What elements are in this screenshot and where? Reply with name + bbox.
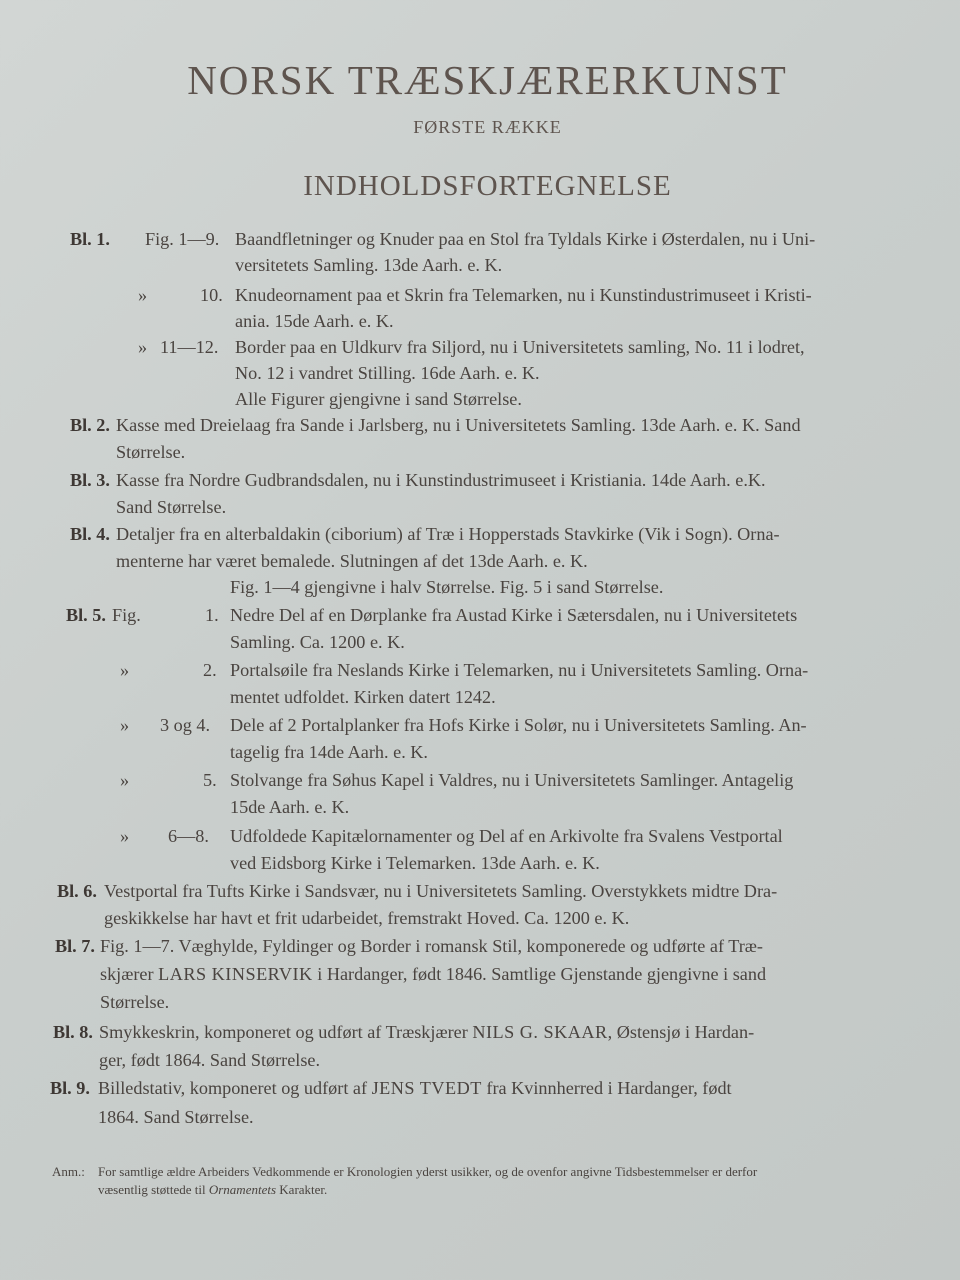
ditto-mark: » xyxy=(138,337,148,357)
entry-line xyxy=(98,1077,732,1099)
entry-line: tagelig fra 14de Aarh. e. K. xyxy=(230,742,428,762)
entry-fig: Fig. xyxy=(112,605,141,625)
entry-line: ved Eidsborg Kirke i Telemarken. 13de Aarh. e. K. xyxy=(230,853,600,873)
footnote-italic: Ornamentets xyxy=(208,1182,277,1197)
entry-line: Border paa en Uldkurv fra Siljord, nu i Universitetets samling, No. 11 i lodret, xyxy=(235,337,805,357)
footnote-line xyxy=(98,1181,327,1198)
entry-line: Størrelse. xyxy=(100,992,170,1012)
entry-label: Bl. 7. xyxy=(55,936,95,956)
entry-line: Stolvange fra Søhus Kapel i Valdres, nu i Universitetets Samlinger. Antagelig xyxy=(230,770,794,790)
entry-line: 15de Aarh. e. K. xyxy=(230,797,350,817)
entry-line: Kasse fra Nordre Gudbrandsdalen, nu i Kunstindustrimuseet i Kristiania. 14de Aarh. e.K. xyxy=(116,470,766,490)
entry-line: Samling. Ca. 1200 e. K. xyxy=(230,632,405,652)
fig-number: 6—8. xyxy=(168,826,209,846)
entry-text: , Østensjø i Hardan- xyxy=(607,1022,755,1042)
entry-line: Portalsøile fra Neslands Kirke i Telemarken, nu i Universitetets Samling. Orna- xyxy=(230,660,809,680)
entry-line: ania. 15de Aarh. e. K. xyxy=(235,311,394,331)
contents-heading: INDHOLDSFORTEGNELSE xyxy=(303,170,672,202)
footnote-label: Anm.: xyxy=(52,1164,85,1179)
artist-name: JENS TVEDT xyxy=(371,1078,482,1098)
entry-text: Smykkeskrin, komponeret og udført af Træskjærer xyxy=(99,1022,473,1042)
entry-line: Alle Figurer gjengivne i sand Størrelse. xyxy=(235,389,522,409)
entry-text: skjærer xyxy=(100,964,159,984)
entry-label: Bl. 6. xyxy=(57,881,97,901)
entry-line: menterne har været bemalede. Slutningen af det 13de Aarh. e. K. xyxy=(116,551,588,571)
fig-number: 5. xyxy=(203,770,217,790)
entry-line: Vestportal fra Tufts Kirke i Sandsvær, nu i Universitetets Samling. Overstykkets midtre Dra- xyxy=(104,881,778,901)
entry-text: fra Kvinnherred i Hardanger, født xyxy=(481,1078,732,1098)
artist-name: LARS KINSERVIK xyxy=(158,964,313,984)
entry-line: Dele af 2 Portalplanker fra Hofs Kirke i Solør, nu i Universitetets Samling. An- xyxy=(230,715,807,735)
entry-line xyxy=(99,1021,754,1043)
document-subtitle: FØRSTE RÆKKE xyxy=(413,117,562,137)
ditto-mark: » xyxy=(138,285,148,305)
entry-label: Bl. 8. xyxy=(53,1022,93,1042)
footnote-line: For samtlige ældre Arbeiders Vedkommende er Kronologien yderst usikker, og de ovenfor angivne Tidsbestemmelser er derfor xyxy=(98,1164,758,1179)
fig-number: 3 og 4. xyxy=(160,715,211,735)
entry-line: No. 12 i vandret Stilling. 16de Aarh. e. K. xyxy=(235,363,540,383)
entry-label: Bl. 3. xyxy=(70,470,110,490)
entry-line: Udfoldede Kapitælornamenter og Del af en Arkivolte fra Svalens Vestportal xyxy=(230,826,783,846)
ditto-mark: » xyxy=(120,660,130,680)
entry-label: Bl. 1. xyxy=(70,229,110,249)
entry-line: Kasse med Dreielaag fra Sande i Jarlsberg, nu i Universitetets Samling. 13de Aarh. e. K. Sand xyxy=(116,415,801,435)
fig-number: 10. xyxy=(200,285,223,305)
entry-line: Fig. 1—4 gjengivne i halv Størrelse. Fig. 5 i sand Størrelse. xyxy=(230,577,664,597)
entry-line: Størrelse. xyxy=(116,442,186,462)
fig-number: 11—12. xyxy=(160,337,219,357)
footnote-text: væsentlig støttede til xyxy=(98,1182,209,1197)
entry-line: Nedre Del af en Dørplanke fra Austad Kirke i Sætersdalen, nu i Universitetets xyxy=(230,605,798,625)
entry-line: Fig. 1—7. Væghylde, Fyldinger og Border i romansk Stil, komponerede og udførte af Træ- xyxy=(100,936,763,956)
entry-line: mentet udfoldet. Kirken datert 1242. xyxy=(230,687,496,707)
entry-fig: Fig. 1—9. xyxy=(145,229,220,249)
footnote-text: Karakter. xyxy=(276,1182,328,1197)
artist-name: NILS G. SKAAR xyxy=(472,1022,608,1042)
entry-line: Knudeornament paa et Skrin fra Telemarken, nu i Kunstindustrimuseet i Kristi- xyxy=(235,285,812,305)
entry-label: Bl. 5. xyxy=(66,605,106,625)
entry-line: 1864. Sand Størrelse. xyxy=(98,1107,254,1127)
entry-line xyxy=(100,963,766,985)
entry-line: Sand Størrelse. xyxy=(116,497,227,517)
fig-number: 1. xyxy=(205,605,219,625)
ditto-mark: » xyxy=(120,826,130,846)
entry-line: ger, født 1864. Sand Størrelse. xyxy=(99,1050,321,1070)
fig-number: 2. xyxy=(203,660,217,680)
ditto-mark: » xyxy=(120,715,130,735)
entry-line: Detaljer fra en alterbaldakin (ciborium) af Træ i Hopperstads Stavkirke (Vik i Sogn). Orna- xyxy=(116,524,780,544)
entry-label: Bl. 4. xyxy=(70,524,110,544)
entry-line: versitetets Samling. 13de Aarh. e. K. xyxy=(235,255,503,275)
entry-line: geskikkelse har havt et frit udarbeidet, fremstrakt Hoved. Ca. 1200 e. K. xyxy=(104,908,630,928)
entry-text: Billedstativ, komponeret og udført af xyxy=(98,1078,372,1098)
entry-label: Bl. 9. xyxy=(50,1078,90,1098)
entry-text: i Hardanger, født 1846. Samtlige Gjenstande gjengivne i sand xyxy=(312,964,767,984)
ditto-mark: » xyxy=(120,770,130,790)
document-title: NORSK TRÆSKJÆRERKUNST xyxy=(187,57,788,103)
entry-line: Baandfletninger og Knuder paa en Stol fra Tyldals Kirke i Østerdalen, nu i Uni- xyxy=(235,229,816,249)
entry-label: Bl. 2. xyxy=(70,415,110,435)
